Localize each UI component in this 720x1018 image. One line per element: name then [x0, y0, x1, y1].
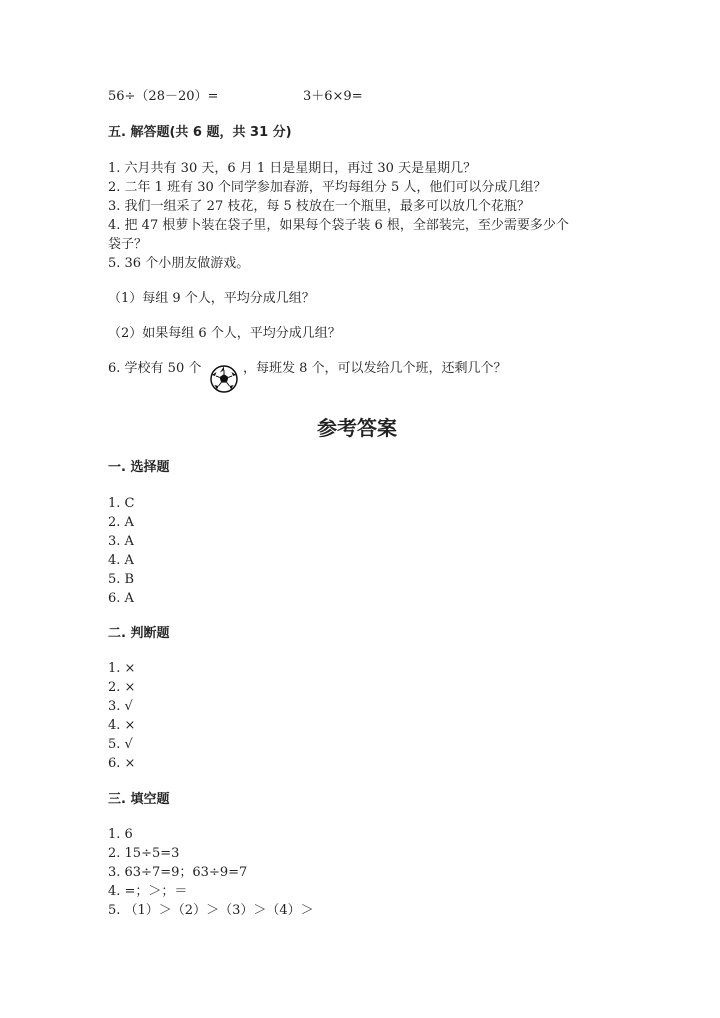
question-5: 5. 36 个小朋友做游戏。 [108, 256, 250, 271]
list-item: 4. A [108, 553, 134, 568]
calc-expression-1: 56÷（28－20）= [108, 89, 219, 104]
question-5-sub-1: （1）每组 9 个人，平均分成几组？ [108, 291, 315, 306]
question-2: 2. 二年 1 班有 30 个同学参加春游，平均每组分 5 人，他们可以分成几组？ [108, 180, 547, 195]
question-4-line-2: 袋子？ [108, 237, 148, 252]
question-4-line-1: 4. 把 47 根萝卜装在袋子里，如果每个袋子装 6 根，全部装完，至少需要多少个 [108, 218, 569, 233]
question-1: 1. 六月共有 30 天，6 月 1 日是星期日，再过 30 天是星期几？ [108, 161, 477, 176]
answers-section-2-heading: 二. 判断题 [108, 626, 170, 641]
list-item: 5. √ [108, 737, 133, 752]
list-item: 3. 63÷7=9；63÷9=7 [108, 865, 248, 880]
calc-expression-2: 3＋6×9= [303, 89, 363, 104]
list-item: 1. C [108, 496, 135, 511]
question-3: 3. 我们一组采了 27 枝花，每 5 枝放在一个瓶里，最多可以放几个花瓶？ [108, 199, 530, 214]
section-5-heading: 五. 解答题(共 6 题，共 31 分) [108, 125, 292, 140]
answers-section-3-heading: 三. 填空题 [108, 792, 170, 807]
question-6-text-after: ，每班发 8 个，可以发给几个班，还剩几个？ [243, 361, 507, 376]
list-item: 3. A [108, 534, 134, 549]
list-item: 4. × [108, 718, 136, 733]
list-item: 6. × [108, 756, 136, 771]
answers-title: 参考答案 [317, 416, 397, 440]
list-item: 1. × [108, 661, 136, 676]
list-item: 2. A [108, 515, 134, 530]
list-item: 1. 6 [108, 827, 133, 842]
question-6-text-before: 6. 学校有 50 个 [108, 361, 202, 376]
soccer-ball-icon [209, 364, 239, 394]
list-item: 2. × [108, 680, 136, 695]
list-item: 2. 15÷5=3 [108, 846, 180, 861]
list-item: 4. =；＞；＝ [108, 884, 188, 899]
list-item: 5. （1）＞（2）＞（3）＞（4）＞ [108, 903, 314, 918]
question-5-sub-2: （2）如果每组 6 个人，平均分成几组？ [108, 326, 341, 341]
list-item: 6. A [108, 591, 134, 606]
list-item: 5. B [108, 572, 135, 587]
list-item: 3. √ [108, 699, 133, 714]
answers-section-1-heading: 一. 选择题 [108, 460, 170, 475]
